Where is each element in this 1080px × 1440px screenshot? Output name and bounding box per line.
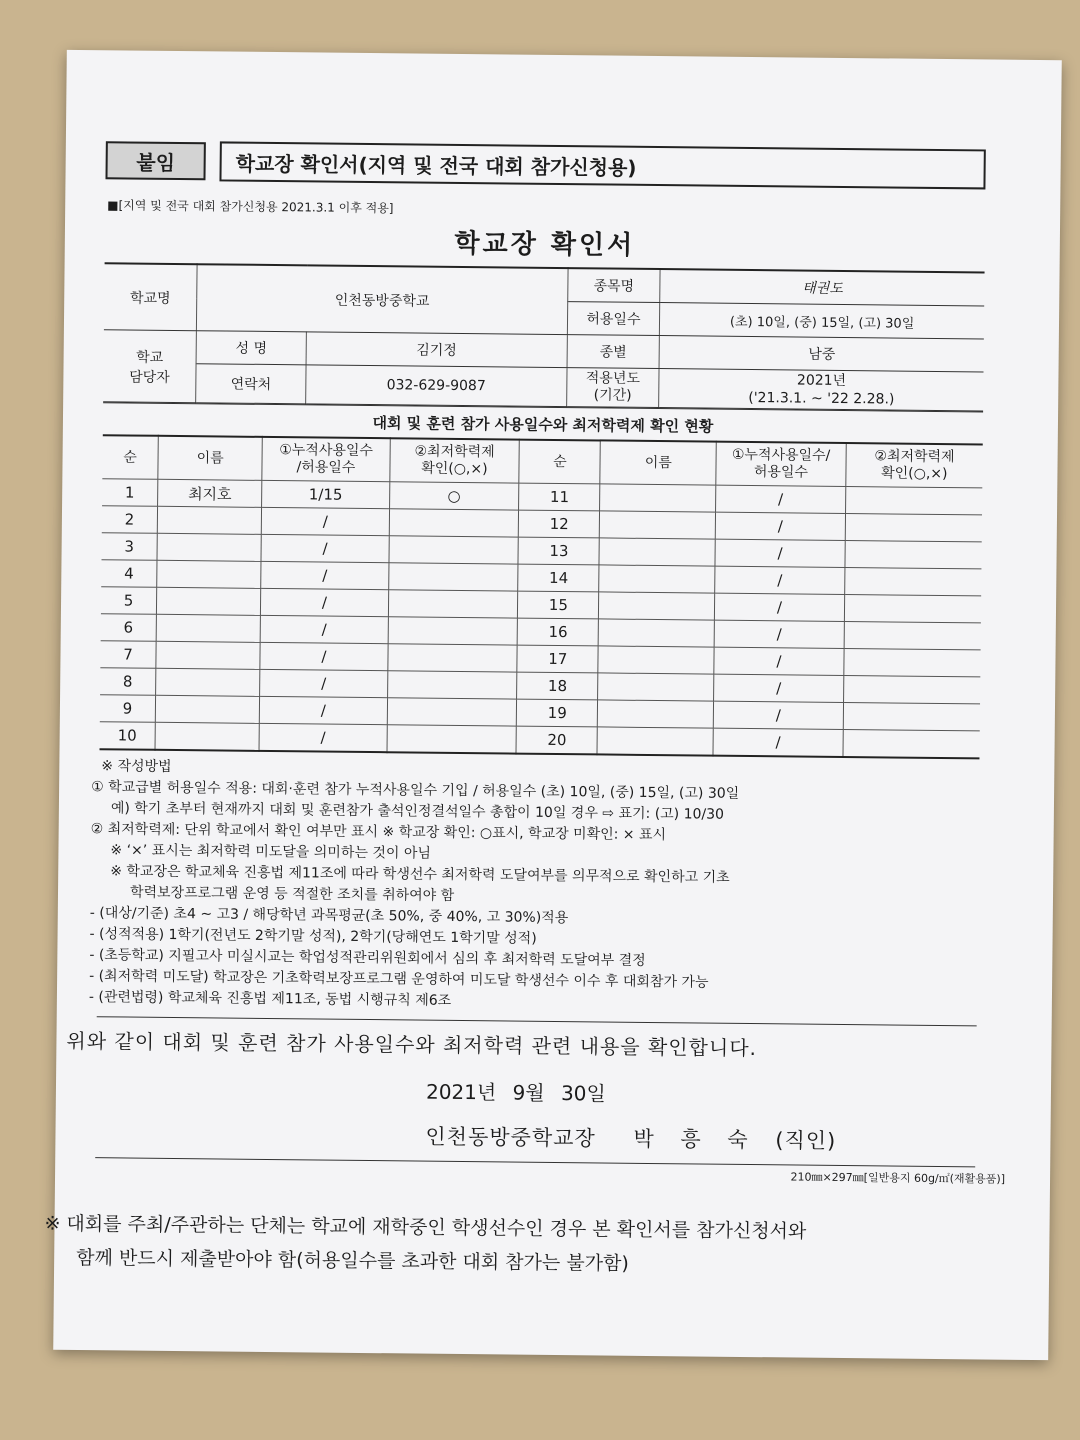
- cell-right-name: [598, 673, 714, 701]
- scope-note: ■[지역 및 전국 대회 참가신청용 2021.3.1 이후 적용]: [107, 198, 394, 216]
- document-paper: [44, 50, 1062, 1360]
- cell-right-used: /: [715, 566, 845, 594]
- cell-left-name: 최지호: [158, 479, 262, 507]
- period-value: [659, 369, 984, 411]
- signature-line: [425, 1121, 975, 1157]
- gender-value: 남중: [659, 336, 984, 372]
- cell-right-min: [844, 648, 981, 676]
- period-label: 적용년도 (기간): [566, 368, 659, 408]
- divider: [97, 1016, 977, 1026]
- cell-right-name: [600, 484, 716, 512]
- cell-right-name: [598, 619, 714, 647]
- cell-left-no: 7: [100, 641, 156, 669]
- cell-right-min: [844, 594, 981, 622]
- header-title-box: 학교장 확인서(지역 및 전국 대회 참가신청용): [219, 141, 985, 189]
- footer-note-line2: 함께 반드시 제출받아야 함(허용일수를 초과한 대회 참가는 불가함): [76, 1246, 629, 1275]
- period-year: 2021년: [796, 372, 847, 390]
- cell-right-no: 15: [518, 591, 599, 619]
- cell-left-used: 1/15: [262, 480, 390, 508]
- cell-left-min: [388, 590, 518, 618]
- header-used-right: ①누적사용일수/ 허용일수: [716, 442, 846, 487]
- attachment-label: 붙임: [105, 141, 205, 180]
- note-1: ① 학교급별 허용일수 적용: 대회·훈련 참가 누적사용일수 기입 / 허용일수 (초) 10일, (중) 15일, (고) 30일: [91, 779, 740, 802]
- cell-right-used: /: [714, 620, 844, 648]
- cell-right-used: /: [715, 512, 845, 540]
- participation-table: [100, 434, 983, 759]
- cell-left-min: [388, 563, 518, 591]
- cell-right-name: [597, 727, 713, 756]
- header-used-left: ①누적사용일수 /허용일수: [262, 437, 390, 482]
- name-label: 성 명: [196, 331, 306, 365]
- date-year: 2021년: [425, 1079, 497, 1105]
- cell-right-no: 18: [517, 672, 598, 700]
- cell-right-no: 11: [519, 483, 600, 511]
- cell-left-used: /: [262, 507, 390, 535]
- header-no-left: 순: [102, 435, 158, 479]
- header-no-right: 순: [519, 440, 600, 484]
- cell-left-used: /: [261, 534, 389, 562]
- cell-right-no: 20: [516, 726, 597, 754]
- document-content: [44, 140, 1006, 1284]
- cell-right-name: [599, 538, 715, 566]
- issue-date: [56, 1072, 976, 1111]
- cell-left-used: /: [260, 696, 388, 724]
- cell-right-min: [845, 487, 982, 515]
- cell-right-min: [845, 541, 982, 569]
- confirmation-text: 위와 같이 대회 및 훈련 참가 사용일수와 최저학력 관련 내용을 확인합니다.: [66, 1028, 758, 1061]
- cell-left-used: /: [261, 561, 389, 589]
- cell-right-no: 19: [517, 699, 598, 727]
- cell-left-min: [387, 644, 517, 672]
- document-title: 학교장 확인서: [454, 228, 636, 261]
- notes-heading: ※ 작성방법: [101, 758, 172, 775]
- cell-right-name: [599, 565, 715, 593]
- cell-left-no: 4: [101, 560, 157, 588]
- cell-left-name: [157, 533, 261, 561]
- cell-right-min: [845, 514, 982, 542]
- cell-left-no: 8: [100, 668, 156, 696]
- cell-right-name: [598, 700, 714, 728]
- cell-left-used: /: [259, 723, 387, 752]
- cell-right-used: /: [715, 539, 845, 567]
- cell-left-no: 2: [102, 506, 158, 534]
- cell-left-name: [155, 695, 259, 723]
- header-name-left: 이름: [158, 436, 263, 481]
- cell-right-used: /: [713, 728, 843, 757]
- cell-right-min: [843, 729, 980, 758]
- cell-right-min: [844, 621, 981, 649]
- sport-label: 종목명: [567, 268, 660, 302]
- note-2-sub2: ※ 학교장은 학교체육 진흥법 제11조에 따라 학생선수 최저학력 도달여부를 의무적으로 확인하고 기초: [110, 863, 730, 886]
- date-month: 9월: [512, 1080, 545, 1105]
- cell-left-used: /: [260, 642, 388, 670]
- cell-right-no: 16: [517, 618, 598, 646]
- cell-left-min: [389, 536, 519, 564]
- cell-right-no: 12: [519, 510, 600, 538]
- note-2-sub2b: 학력보장프로그램 운영 등 적절한 조치를 취하여야 함: [129, 884, 455, 904]
- paper-spec: 210㎜×297㎜[일반용지 60g/㎡(재활용품)]: [790, 1170, 1006, 1186]
- cell-right-no: 17: [517, 645, 598, 673]
- cell-left-name: [156, 614, 260, 642]
- allowed-days-label: 허용일수: [567, 302, 660, 336]
- name-value: 김기정: [306, 332, 567, 368]
- cell-right-name: [599, 592, 715, 620]
- cell-left-name: [157, 506, 261, 534]
- cell-right-name: [598, 646, 714, 674]
- cell-right-no: 13: [518, 537, 599, 565]
- school-name-value: 인천동방중학교: [197, 264, 568, 334]
- principal-school: 인천동방중학교장: [425, 1124, 596, 1151]
- cell-left-no: 5: [101, 587, 157, 615]
- cell-right-name: [600, 511, 716, 539]
- cell-left-no: 6: [101, 614, 157, 642]
- cell-right-min: [844, 568, 981, 596]
- principal-name: 박 흥 숙: [633, 1126, 758, 1153]
- cell-left-no: 9: [100, 695, 156, 723]
- cell-left-no: 10: [100, 722, 156, 750]
- contact-label: 연락처: [196, 364, 306, 404]
- seal-label: (직인): [775, 1128, 837, 1153]
- manager-label: 학교 담당자: [103, 330, 196, 403]
- header-min-left: ②최저학력제 확인(○,×): [389, 438, 519, 483]
- cell-left-used: /: [261, 588, 389, 616]
- allowed-days-value: (초) 10일, (중) 15일, (고) 30일: [660, 303, 985, 339]
- cell-left-name: [157, 560, 261, 588]
- info-table: [103, 262, 984, 411]
- school-name-label: 학교명: [104, 263, 197, 330]
- header-name-right: 이름: [600, 440, 716, 485]
- cell-right-used: /: [714, 674, 844, 702]
- cell-left-name: [155, 722, 259, 751]
- footer-note: [44, 1207, 975, 1285]
- cell-left-min: [388, 617, 518, 645]
- cell-left-used: /: [260, 669, 388, 697]
- cell-left-name: [156, 668, 260, 696]
- contact-value: 032-629-9087: [306, 365, 567, 407]
- cell-right-used: /: [716, 485, 846, 513]
- cell-right-min: [843, 702, 980, 730]
- detail-5: - (관련법령) 학교체육 진흥법 제11조, 동법 시행규칙 제6조: [88, 989, 452, 1009]
- cell-right-min: [843, 675, 980, 703]
- sport-value: 태권도: [660, 269, 985, 306]
- cell-right-used: /: [715, 593, 845, 621]
- note-2: ② 최저학력제: 단위 학교에서 확인 여부만 표시 ※ 학교장 확인: ○표시, 학교장 미확인: × 표시: [90, 821, 667, 844]
- note-1-example: 예) 학기 초부터 현재까지 대회 및 훈련참가 출석인정결석일수 총합이 10일 경우 ⇨ 표기: (고) 10/30: [110, 800, 725, 823]
- header-min-right: ②최저학력제 확인(○,×): [846, 443, 983, 488]
- cell-left-no: 1: [102, 479, 158, 507]
- cell-right-no: 14: [518, 564, 599, 592]
- cell-left-min: ○: [389, 482, 519, 510]
- cell-left-min: [387, 698, 517, 726]
- cell-left-min: [389, 509, 519, 537]
- cell-right-used: /: [714, 647, 844, 675]
- detail-3: - (초등학교) 지필고사 미실시교는 학업성적관리위원회에서 심의 후 최저학력 도달여부 결정: [89, 947, 646, 969]
- note-2-sub1: ※ ‘×’ 표시는 최저학력 미도달을 의미하는 것이 아님: [110, 842, 431, 862]
- detail-4: - (최저학력 미도달) 학교장은 기초학력보장프로그램 운영하여 미도달 학생선수 이수 후 대회참가 가능: [89, 968, 709, 991]
- cell-left-name: [156, 641, 260, 669]
- period-range: ('21.3.1. ~ '22 2.28.): [748, 389, 895, 408]
- cell-left-min: [387, 671, 517, 699]
- table-body: [100, 479, 983, 759]
- header-row: [105, 140, 985, 189]
- section-title: 대회 및 훈련 참가 사용일수와 최저학력제 확인 현황: [103, 402, 983, 443]
- cell-left-min: [387, 725, 517, 754]
- footer-note-line1: ※ 대회를 주최/주관하는 단체는 학교에 재학중인 학생선수인 경우 본 확인서를 참가신청서와: [44, 1212, 807, 1243]
- cell-left-used: /: [260, 615, 388, 643]
- cell-left-no: 3: [101, 533, 157, 561]
- cell-right-used: /: [713, 701, 843, 729]
- notes-section: [89, 756, 980, 1017]
- detail-1: - (대상/기준) 초4 ~ 고3 / 해당학년 과목평균(초 50%, 중 40%, 고 30%)적용: [89, 905, 569, 927]
- detail-2: - (성적적용) 1학기(전년도 2학기말 성적), 2학기(당해연도 1학기말 성적): [89, 926, 537, 947]
- cell-left-name: [157, 587, 261, 615]
- gender-label: 종별: [567, 335, 660, 369]
- date-day: 30일: [560, 1081, 606, 1106]
